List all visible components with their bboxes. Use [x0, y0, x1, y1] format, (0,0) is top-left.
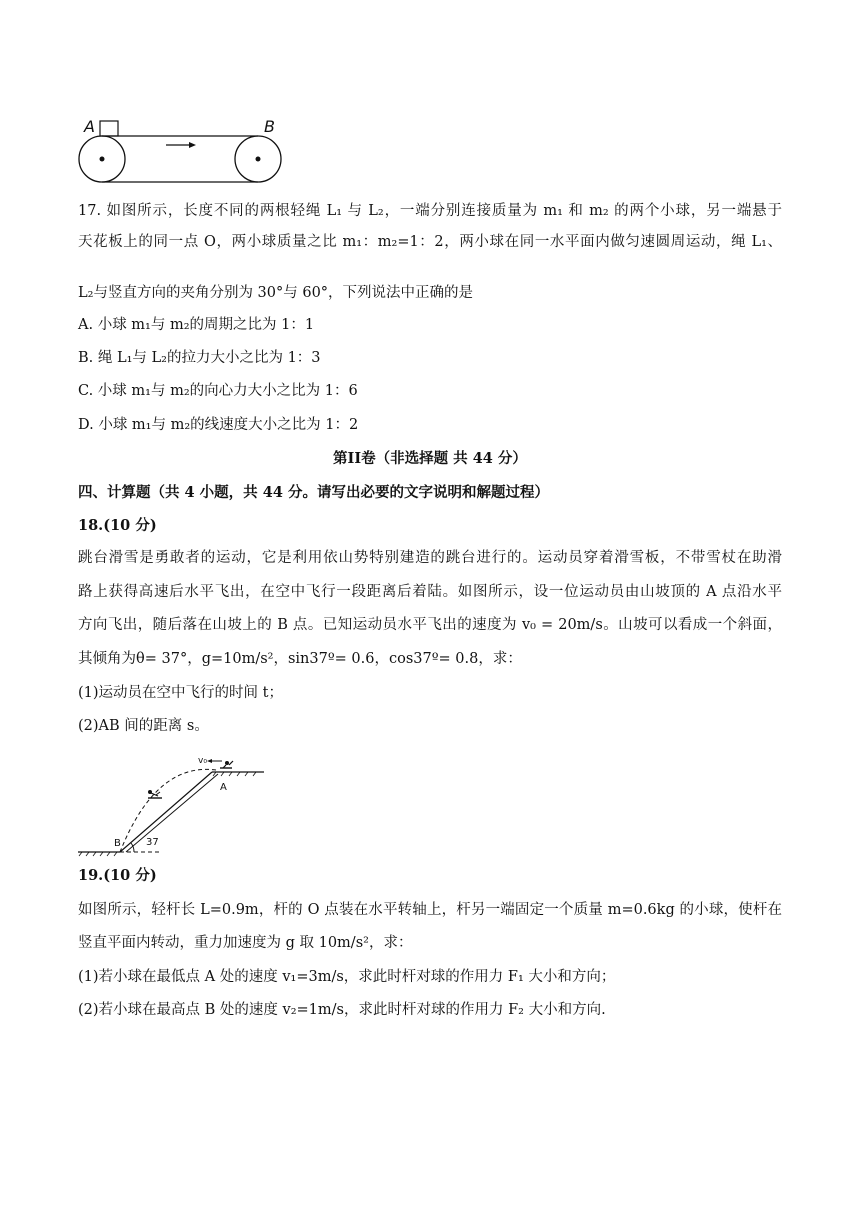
q18-heading: 18.(10 分)	[78, 517, 157, 534]
slope	[120, 772, 212, 852]
q19-part-1: (1)若小球在最低点 A 处的速度 v₁=3m/s，求此时杆对球的作用力 F₁ 大小和方向；	[78, 969, 616, 985]
conveyor-belt-figure	[76, 112, 288, 190]
q19-line-2: 竖直平面内转动，重力加速度为 g 取 10m/s²，求：	[78, 935, 413, 951]
angle-label: 37	[146, 837, 159, 848]
q17-option-b: B. 绳 L₁与 L₂的拉力大小之比为 1：3	[78, 350, 321, 366]
v0-label: v₀	[198, 756, 207, 766]
q17-line-2: 天花板上的同一点 O，两小球质量之比 m₁：m₂=1：2，两小球在同一水平面内做匀速圆周运动，绳 L₁、	[78, 234, 782, 250]
q18-part-2: (2)AB 间的距离 s。	[78, 718, 209, 734]
q18-line-1: 跳台滑雪是勇敢者的运动，它是利用依山势特别建造的跳台进行的。运动员穿着滑雪板，不带雪杖在助滑	[78, 550, 782, 566]
q19-line-1: 如图所示，轻杆长 L=0.9m，杆的 O 点装在水平转轴上，杆另一端固定一个质量 m=0.6kg 的小球，使杆在	[78, 902, 782, 918]
q17-option-a: A. 小球 m₁与 m₂的周期之比为 1：1	[78, 317, 315, 333]
skier-flight-icon	[148, 790, 162, 798]
q19-part-2: (2)若小球在最高点 B 处的速度 v₂=1m/s，求此时杆对球的作用力 F₂ 大小和方向.	[78, 1002, 606, 1018]
ski-jump-figure	[76, 752, 276, 860]
q18-line-2: 路上获得高速后水平飞出，在空中飞行一段距离后着陆。如图所示，设一位运动员由山坡顶的 A 点沿水平	[78, 584, 782, 600]
skier-top-icon	[220, 761, 233, 768]
point-b-label: B	[114, 838, 121, 849]
belt-label-a: A	[84, 117, 95, 136]
q17-option-d: D. 小球 m₁与 m₂的线速度大小之比为 1：2	[78, 417, 359, 433]
q18-line-4: 其倾角为θ= 37°，g=10m/s²，sin37º= 0.6，cos37º= 0.8，求：	[78, 651, 522, 667]
point-a-label: A	[220, 782, 227, 793]
q18-line-3: 方向飞出，随后落在山坡上的 B 点。已知运动员水平飞出的速度为 v₀ = 20m/s。山坡可以看成一个斜面，	[78, 617, 782, 633]
q17-line-1: 17. 如图所示，长度不同的两根轻绳 L₁ 与 L₂，一端分别连接质量为 m₁ 和 m₂ 的两个小球，另一端悬于	[78, 203, 782, 219]
q17-option-c: C. 小球 m₁与 m₂的向心力大小之比为 1：6	[78, 383, 358, 399]
left-axle	[100, 157, 105, 162]
right-axle	[256, 157, 261, 162]
q17-line-3: L₂与竖直方向的夹角分别为 30°与 60°，下列说法中正确的是	[78, 285, 474, 301]
q19-heading: 19.(10 分)	[78, 867, 157, 884]
section-title: 第II卷（非选择题 共 44 分）	[333, 450, 527, 467]
belt-label-b: B	[264, 117, 275, 136]
direction-arrowhead	[189, 142, 196, 148]
q18-part-1: (1)运动员在空中飞行的时间 t；	[78, 685, 283, 701]
section-heading: 四、计算题（共 4 小题，共 44 分。请写出必要的文字说明和解题过程）	[78, 484, 549, 501]
block	[100, 121, 118, 136]
